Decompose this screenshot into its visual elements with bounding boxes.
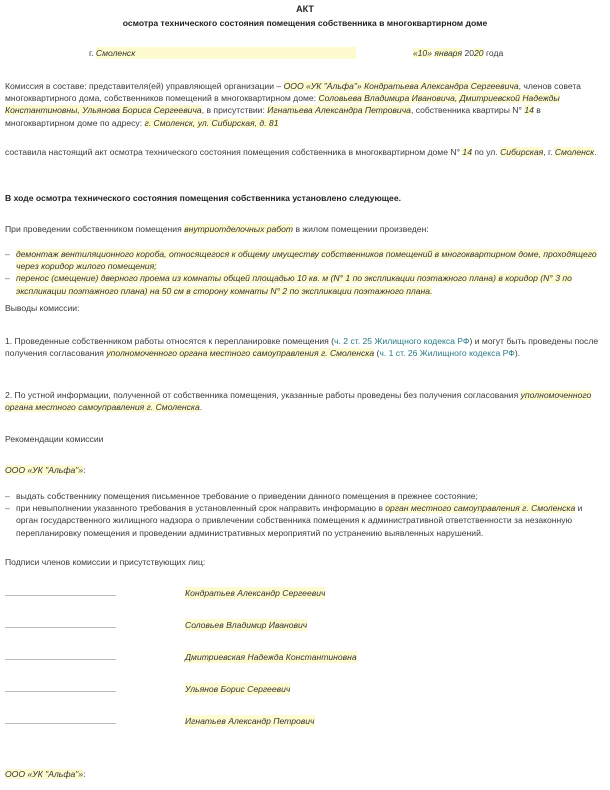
- signature-row: [5, 587, 605, 601]
- signature-row: [5, 619, 605, 633]
- signatory-name: Кондратьев Александр Сергеевич: [185, 588, 326, 598]
- compiled-paragraph: [5, 146, 605, 158]
- city-prefix: г.: [89, 48, 94, 58]
- authority-field: уполномоченного органа местного самоуправления г. Смоленска: [106, 348, 375, 359]
- law-link[interactable]: ч. 1 ст. 26 Жилищного кодекса РФ: [379, 348, 515, 359]
- works-list: [5, 248, 605, 297]
- text: :: [83, 769, 86, 779]
- signatory-name: Игнатьев Александр Петрович: [185, 716, 315, 726]
- signatory-name: Соловьев Владимир Иванович: [185, 620, 308, 630]
- text: в многоквартирном доме по адресу:: [5, 105, 541, 128]
- city-field: Смоленск: [554, 147, 595, 157]
- text: .: [199, 402, 203, 413]
- doc-title: АКТ: [296, 4, 314, 14]
- text: При проведении собственником помещения: [5, 224, 185, 234]
- conclusions-heading: Выводы комиссии:: [5, 303, 80, 313]
- council-members-field: Соловьева Владимира Ивановича, Дмитриевской Надежды Константиновны, Ульянова Бориса Сергеевича: [5, 93, 560, 116]
- work-item-text: перенос (смещение) дверного проема из комнаты общей площадью 10 кв. м (N° 1 по экспликации поэтажного плана) в коридор (N° 3 по экспликации поэтажного плана) на 50 см в сторону комнаты N° 2 по экспликации поэтажного плана.: [16, 273, 572, 296]
- conclusion-2: [5, 389, 605, 413]
- list-item: [5, 248, 605, 272]
- signature-line[interactable]: [5, 595, 116, 596]
- month-field: января: [434, 48, 463, 58]
- findings-heading: В ходе осмотра технического состояния помещения собственника установлено следующее.: [5, 193, 401, 203]
- list-item: [5, 490, 605, 502]
- signatory-name: Ульянов Борис Сергеевич: [185, 684, 291, 694]
- recommendation-text: выдать собственнику помещения письменное требование о приведении данного помещения в прежнее состояние;: [16, 491, 478, 501]
- signature-row: [5, 715, 605, 729]
- text: , собственника квартиры N°: [410, 105, 525, 116]
- signature-line[interactable]: [5, 723, 116, 724]
- signatures-heading: Подписи членов комиссии и присутствующих лиц:: [5, 557, 206, 567]
- signature-row: [5, 683, 605, 697]
- text: 1. Проведенные собственником работы относятся к перепланировке помещения (: [5, 336, 335, 346]
- text: 2. По устной информации, полученной от собственника помещения, указанные работы проведены без получения согласования: [5, 390, 521, 400]
- list-item: [5, 502, 605, 539]
- city-value: Смоленск: [95, 48, 136, 58]
- text: , членов совета многоквартирного дома, собственников помещений в многоквартирном доме:: [5, 81, 581, 104]
- text: , в присутствии:: [201, 105, 268, 116]
- signature-line[interactable]: [5, 659, 116, 660]
- date-line: [89, 47, 529, 59]
- footer-org: [5, 768, 605, 780]
- year-prefix: 20: [464, 48, 475, 58]
- signatory-name: Дмитриевская Надежда Константиновна: [185, 652, 357, 662]
- text: ) и могут быть проведены после получения согласования: [5, 336, 599, 359]
- work-item-text: демонтаж вентиляционного короба, относящегося к общему имуществу собственников помещений в многоквартирном доме, проходящего через коридор жилого помещения;: [16, 249, 597, 272]
- text: по ул.: [471, 147, 501, 157]
- text: :: [83, 465, 86, 475]
- org-field: ООО «УК "Альфа"»: [5, 465, 84, 475]
- day-field: «10»: [412, 48, 432, 58]
- works-paragraph: [5, 223, 605, 235]
- address-field: г. Смоленск, ул. Сибирская, д. 81: [144, 117, 279, 128]
- year-field: 20: [474, 48, 484, 58]
- recommendation-text: при невыполнении указанного требования в установленный срок направить информацию в: [16, 503, 386, 514]
- text: Комиссия в составе: представителя(ей) управляющей организации –: [5, 81, 284, 91]
- conclusion-1: [5, 335, 605, 359]
- text: составила настоящий акт осмотра технического состояния помещения собственника в многоквартирном доме N°: [5, 147, 463, 157]
- street-field: Сибирская: [500, 147, 544, 157]
- text: , г.: [543, 147, 555, 157]
- recommendations-list: [5, 490, 605, 539]
- signature-row: [5, 651, 605, 665]
- works-type-field: внутриотделочных работ: [184, 224, 294, 234]
- list-item: [5, 272, 605, 296]
- apartment-number-field: 14: [524, 105, 534, 116]
- year-word: года: [485, 48, 504, 58]
- law-link[interactable]: ч. 2 ст. 25 Жилищного кодекса РФ: [334, 336, 470, 346]
- owner-field: Игнатьева Александра Петровича: [267, 105, 411, 116]
- authority-field: орган местного самоуправления г. Смоленска: [385, 503, 576, 514]
- recommendations-heading: Рекомендации комиссии: [5, 434, 104, 444]
- org-rep-field: ООО «УК "Альфа"» Кондратьева Александра Сергеевича: [283, 81, 519, 91]
- house-number-field: 14: [462, 147, 472, 157]
- org-field: ООО «УК "Альфа"»: [5, 769, 84, 779]
- authority-field: уполномоченного органа местного самоуправления г. Смоленска: [5, 390, 592, 413]
- recommendation-text: и орган государственного жилищного надзора о привлечении собственника помещения к административной ответственности за незаконную перепланировку помещения и проведении административных мероприятий по устранению выявленных нарушений.: [16, 503, 583, 538]
- text: (: [374, 348, 380, 359]
- signature-line[interactable]: [5, 627, 116, 628]
- city-field: [96, 47, 356, 59]
- doc-subtitle: осмотра технического состояния помещения собственника в многоквартирном доме: [122, 18, 488, 28]
- text: ).: [514, 348, 521, 359]
- text: в жилом помещении произведен:: [293, 224, 429, 234]
- text: .: [594, 147, 597, 157]
- signature-line[interactable]: [5, 691, 116, 692]
- commission-paragraph: [5, 80, 605, 129]
- recommendations-org: [5, 464, 605, 476]
